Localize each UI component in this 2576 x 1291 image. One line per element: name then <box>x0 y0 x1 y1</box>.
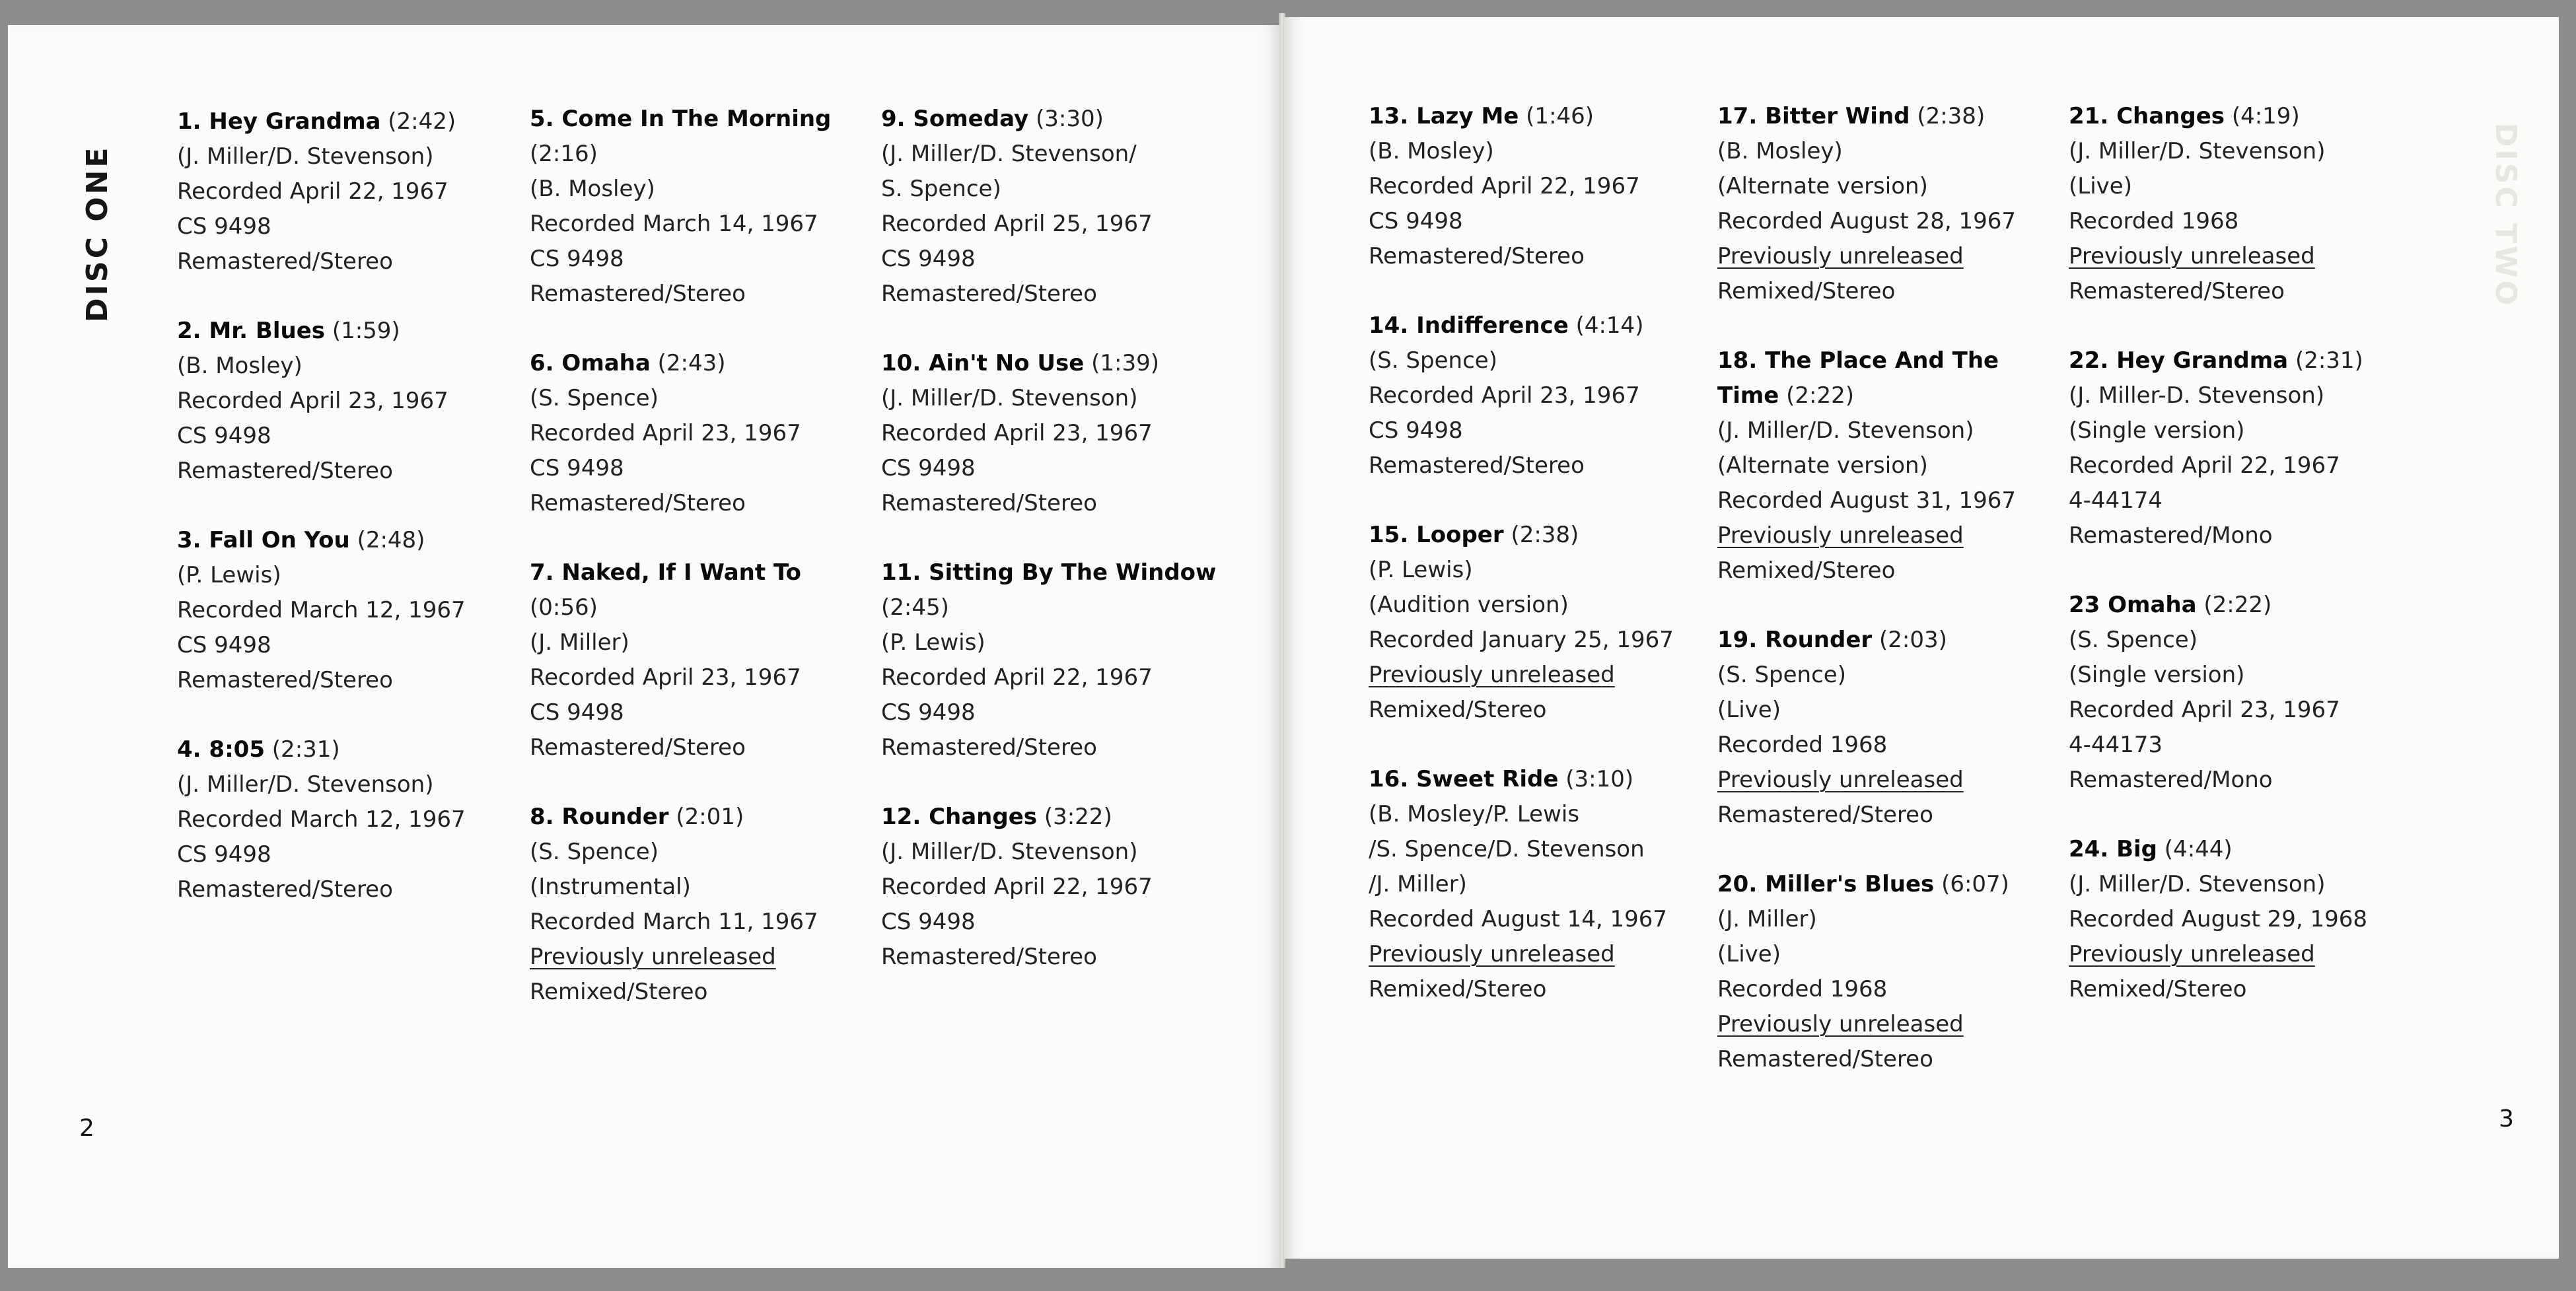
track-entry <box>881 346 1225 521</box>
track-heading <box>881 102 1225 137</box>
track-duration: (2:22) <box>1786 382 1855 409</box>
track-detail-line: 4-44174 <box>2069 487 2163 514</box>
track-duration: (3:30) <box>1035 106 1104 132</box>
track-detail-line: Previously unreleased <box>2069 243 2315 269</box>
track-duration: (2:38) <box>1511 522 1579 548</box>
track-detail-line: (Live) <box>2069 173 2132 199</box>
track-detail-line: CS 9498 <box>177 423 271 449</box>
track-detail-line: Recorded April 23, 1967 <box>530 420 801 446</box>
track-title: 5. Come In The Morning <box>530 106 832 132</box>
track-detail-line: (J. Miller/D. Stevenson) <box>2069 871 2326 897</box>
track-detail-line: (P. Lewis) <box>1369 557 1473 583</box>
track-detail-line: Remastered/Stereo <box>2069 278 2285 304</box>
track-detail-line: (S. Spence) <box>2069 627 2198 653</box>
track-detail-line: Recorded August 28, 1967 <box>1717 208 2016 234</box>
track-heading <box>177 104 520 139</box>
track-heading <box>881 800 1225 835</box>
track-detail-line: CS 9498 <box>881 909 976 935</box>
track-detail-line: CS 9498 <box>177 632 271 658</box>
track-detail-line: (Instrumental) <box>530 874 691 900</box>
track-duration: (1:59) <box>332 318 400 344</box>
right-column-2 <box>1717 99 2061 1111</box>
track-detail-line: (J. Miller/D. Stevenson) <box>1717 417 1974 444</box>
track-title: 6. Omaha <box>530 350 651 376</box>
track-detail-line: CS 9498 <box>1369 417 1463 444</box>
track-title: 2. Mr. Blues <box>177 318 325 344</box>
track-title: 18. The Place And The Time <box>1717 347 1999 409</box>
track-title: 17. Bitter Wind <box>1717 103 1910 129</box>
track-detail-line: Recorded 1968 <box>1717 976 1888 1002</box>
track-detail-line: Recorded March 11, 1967 <box>530 909 818 935</box>
track-detail-line: Remastered/Stereo <box>177 876 393 903</box>
track-detail-line: (Alternate version) <box>1717 452 1928 479</box>
left-column-1 <box>177 104 520 942</box>
track-title: 22. Hey Grandma <box>2069 347 2289 374</box>
track-detail-line: Remixed/Stereo <box>1369 976 1547 1002</box>
track-title: 20. Miller's Blues <box>1717 871 1935 897</box>
disc-two-show-through-title: DISC TWO <box>2489 122 2522 308</box>
track-detail-line: (J. Miller-D. Stevenson) <box>2069 382 2325 409</box>
track-title: 10. Ain't No Use <box>881 350 1085 376</box>
track-title: 3. Fall On You <box>177 527 350 553</box>
track-detail-line: Previously unreleased <box>1717 243 1964 269</box>
track-heading <box>2069 588 2412 623</box>
track-detail-line: Recorded April 23, 1967 <box>2069 697 2340 723</box>
track-detail-line: (J. Miller/D. Stevenson) <box>177 771 434 798</box>
track-heading <box>530 102 873 172</box>
track-detail-line: Remixed/Stereo <box>1369 697 1547 723</box>
track-detail-line: Recorded April 22, 1967 <box>881 664 1153 691</box>
track-detail-line: (Alternate version) <box>1717 173 1928 199</box>
track-detail-line: Recorded April 23, 1967 <box>881 420 1153 446</box>
track-heading <box>177 732 520 767</box>
track-entry <box>881 555 1225 765</box>
track-detail-line: Recorded April 22, 1967 <box>2069 452 2340 479</box>
track-detail-line: Remastered/Stereo <box>1717 802 1933 828</box>
track-detail-line: Remastered/Stereo <box>881 490 1097 516</box>
track-duration: (4:14) <box>1575 312 1644 339</box>
track-detail-line: CS 9498 <box>881 455 976 481</box>
track-detail-line: Previously unreleased <box>530 944 776 970</box>
track-detail-line: (Live) <box>1717 941 1781 967</box>
track-detail-line: (B. Mosley/P. Lewis <box>1369 801 1580 827</box>
track-detail-line: Remastered/Stereo <box>177 458 393 484</box>
track-detail-line: (J. Miller/D. Stevenson) <box>2069 138 2326 164</box>
track-detail-line: Recorded January 25, 1967 <box>1369 627 1674 653</box>
track-detail-line: (P. Lewis) <box>177 562 281 588</box>
track-detail-line: Recorded April 22, 1967 <box>881 874 1153 900</box>
track-detail-line: Remastered/Stereo <box>1717 1046 1933 1072</box>
track-title: 8. Rounder <box>530 804 669 830</box>
track-duration: (3:22) <box>1044 804 1112 830</box>
track-entry <box>530 102 873 312</box>
track-detail-line: (B. Mosley) <box>1717 138 1843 164</box>
track-heading <box>1369 99 1712 134</box>
track-detail-line: Recorded April 23, 1967 <box>177 388 448 414</box>
track-title: 4. 8:05 <box>177 736 265 763</box>
track-heading <box>881 555 1225 625</box>
track-heading <box>2069 99 2412 134</box>
track-detail-line: (S. Spence) <box>530 385 659 411</box>
track-detail-line: Remastered/Stereo <box>177 667 393 693</box>
left-column-2 <box>530 102 873 1044</box>
track-detail-line: /J. Miller) <box>1369 871 1467 897</box>
track-entry <box>530 800 873 1010</box>
track-detail-line: Remastered/Stereo <box>1369 452 1585 479</box>
track-entry <box>530 555 873 765</box>
track-title: 1. Hey Grandma <box>177 108 381 135</box>
track-title: 23 Omaha <box>2069 592 2197 618</box>
track-detail-line: (Single version) <box>2069 417 2245 444</box>
track-heading <box>530 800 873 835</box>
track-detail-line: (Single version) <box>2069 662 2245 688</box>
track-title: 15. Looper <box>1369 522 1504 548</box>
track-detail-line: (J. Miller/D. Stevenson) <box>881 385 1138 411</box>
track-detail-line: Remastered/Stereo <box>881 944 1097 970</box>
track-heading <box>1717 99 2061 134</box>
track-detail-line: Remastered/Stereo <box>1369 243 1585 269</box>
track-duration: (2:31) <box>2295 347 2363 374</box>
track-detail-line: Recorded March 12, 1967 <box>177 806 466 833</box>
track-detail-line: /S. Spence/D. Stevenson <box>1369 836 1645 862</box>
track-duration: (2:48) <box>357 527 425 553</box>
track-title: 13. Lazy Me <box>1369 103 1519 129</box>
track-entry <box>1717 867 2061 1077</box>
track-detail-line: (S. Spence) <box>1717 662 1846 688</box>
track-heading <box>1369 762 1712 797</box>
track-entry <box>1717 99 2061 309</box>
track-detail-line: Remastered/Stereo <box>881 281 1097 307</box>
track-detail-line: Remastered/Stereo <box>530 490 746 516</box>
track-detail-line: Recorded April 22, 1967 <box>1369 173 1640 199</box>
track-entry <box>881 800 1225 975</box>
track-detail-line: Recorded April 22, 1967 <box>177 178 448 205</box>
track-detail-line: Remixed/Stereo <box>530 979 708 1005</box>
track-duration: (2:43) <box>657 350 726 376</box>
track-detail-line: (Live) <box>1717 697 1781 723</box>
track-entry <box>1717 343 2061 588</box>
track-entry <box>530 346 873 521</box>
track-detail-line: CS 9498 <box>177 841 271 868</box>
track-duration: (0:56) <box>530 594 598 621</box>
track-title: 21. Changes <box>2069 103 2225 129</box>
track-title: 19. Rounder <box>1717 627 1873 653</box>
track-detail-line: Recorded 1968 <box>1717 732 1888 758</box>
track-detail-line: (S. Spence) <box>530 839 659 865</box>
track-detail-line: CS 9498 <box>881 246 976 272</box>
track-heading <box>881 346 1225 381</box>
track-detail-line: Previously unreleased <box>1369 941 1615 967</box>
track-heading <box>1369 308 1712 343</box>
track-detail-line: CS 9498 <box>881 699 976 726</box>
track-duration: (2:42) <box>388 108 456 135</box>
track-detail-line: Recorded August 31, 1967 <box>1717 487 2016 514</box>
track-detail-line: S. Spence) <box>881 176 1001 202</box>
track-detail-line: CS 9498 <box>530 246 624 272</box>
track-detail-line: Recorded April 23, 1967 <box>1369 382 1640 409</box>
track-detail-line: Remastered/Stereo <box>177 248 393 275</box>
track-detail-line: Recorded April 23, 1967 <box>530 664 801 691</box>
track-detail-line: (J. Miller) <box>1717 906 1817 932</box>
track-title: 11. Sitting By The Window <box>881 559 1217 586</box>
track-entry <box>1369 518 1712 728</box>
page-number-right: 3 <box>2499 1105 2514 1133</box>
track-entry <box>2069 343 2412 553</box>
track-detail-line: CS 9498 <box>530 455 624 481</box>
left-page <box>8 25 1281 1268</box>
track-duration: (2:03) <box>1879 627 1947 653</box>
track-entry <box>2069 588 2412 798</box>
track-detail-line: Remastered/Mono <box>2069 767 2273 793</box>
track-detail-line: (P. Lewis) <box>881 629 985 656</box>
track-duration: (2:22) <box>2203 592 2272 618</box>
track-detail-line: CS 9498 <box>177 213 271 240</box>
track-entry <box>881 102 1225 312</box>
track-title: 7. Naked, If I Want To <box>530 559 801 586</box>
track-entry <box>2069 99 2412 309</box>
right-column-1 <box>1369 99 1712 1041</box>
track-entry <box>1369 762 1712 1007</box>
track-duration: (1:46) <box>1526 103 1594 129</box>
track-detail-line: Remixed/Stereo <box>1717 278 1896 304</box>
track-title: 12. Changes <box>881 804 1038 830</box>
track-title: 9. Someday <box>881 106 1029 132</box>
track-duration: (2:01) <box>676 804 744 830</box>
track-duration: (2:45) <box>881 594 949 621</box>
track-detail-line: (J. Miller/D. Stevenson) <box>881 839 1138 865</box>
track-detail-line: (J. Miller/D. Stevenson/ <box>881 141 1137 167</box>
track-duration: (4:19) <box>2231 103 2300 129</box>
track-detail-line: Previously unreleased <box>1717 767 1964 793</box>
track-heading <box>2069 832 2412 867</box>
track-detail-line: Recorded March 14, 1967 <box>530 211 818 237</box>
right-column-3 <box>2069 99 2412 1041</box>
track-duration: (2:31) <box>271 736 340 763</box>
track-heading <box>1369 518 1712 553</box>
track-title: 24. Big <box>2069 836 2157 862</box>
track-detail-line: (Audition version) <box>1369 592 1569 618</box>
track-detail-line: (B. Mosley) <box>530 176 655 202</box>
disc-one-title: DISC ONE <box>81 145 114 322</box>
track-duration: (2:38) <box>1917 103 1986 129</box>
track-heading <box>177 523 520 558</box>
track-detail-line: 4-44173 <box>2069 732 2163 758</box>
track-duration: (4:44) <box>2164 836 2233 862</box>
track-duration: (1:39) <box>1091 350 1159 376</box>
track-detail-line: Recorded March 12, 1967 <box>177 597 466 623</box>
track-detail-line: Previously unreleased <box>1717 522 1964 549</box>
track-heading <box>1717 623 2061 658</box>
track-heading <box>1717 867 2061 902</box>
track-heading <box>530 555 873 625</box>
track-heading <box>1717 343 2061 413</box>
track-detail-line: Remixed/Stereo <box>2069 976 2247 1002</box>
track-duration: (2:16) <box>530 141 598 167</box>
track-detail-line: Remastered/Stereo <box>530 734 746 761</box>
track-detail-line: Remastered/Stereo <box>881 734 1097 761</box>
track-title: 14. Indifference <box>1369 312 1569 339</box>
track-title: 16. Sweet Ride <box>1369 766 1559 792</box>
track-detail-line: CS 9498 <box>530 699 624 726</box>
track-entry <box>177 732 520 907</box>
track-detail-line: CS 9498 <box>1369 208 1463 234</box>
track-entry <box>2069 832 2412 1007</box>
track-duration: (3:10) <box>1565 766 1634 792</box>
track-entry <box>177 314 520 489</box>
track-entry <box>177 523 520 698</box>
track-detail-line: Remixed/Stereo <box>1717 557 1896 584</box>
track-detail-line: (B. Mosley) <box>1369 138 1494 164</box>
track-detail-line: Recorded 1968 <box>2069 208 2239 234</box>
left-column-3 <box>881 102 1225 1009</box>
track-heading <box>530 346 873 381</box>
track-detail-line: (J. Miller/D. Stevenson) <box>177 143 434 170</box>
track-detail-line: (B. Mosley) <box>177 353 303 379</box>
page-number-left: 2 <box>79 1115 94 1142</box>
track-detail-line: (J. Miller) <box>530 629 629 656</box>
track-detail-line: (S. Spence) <box>1369 347 1497 374</box>
track-detail-line: Previously unreleased <box>1369 662 1615 688</box>
right-page <box>1284 17 2559 1259</box>
track-detail-line: Recorded August 14, 1967 <box>1369 906 1667 932</box>
track-detail-line: Recorded August 29, 1968 <box>2069 906 2367 932</box>
track-entry <box>1369 99 1712 274</box>
track-heading <box>177 314 520 349</box>
track-detail-line: Previously unreleased <box>2069 941 2315 967</box>
track-entry <box>177 104 520 279</box>
track-detail-line: Previously unreleased <box>1717 1011 1964 1037</box>
track-detail-line: Remastered/Stereo <box>530 281 746 307</box>
track-duration: (6:07) <box>1941 871 2009 897</box>
track-entry <box>1717 623 2061 833</box>
track-entry <box>1369 308 1712 483</box>
track-heading <box>2069 343 2412 378</box>
track-detail-line: Recorded April 25, 1967 <box>881 211 1153 237</box>
track-detail-line: Remastered/Mono <box>2069 522 2273 549</box>
